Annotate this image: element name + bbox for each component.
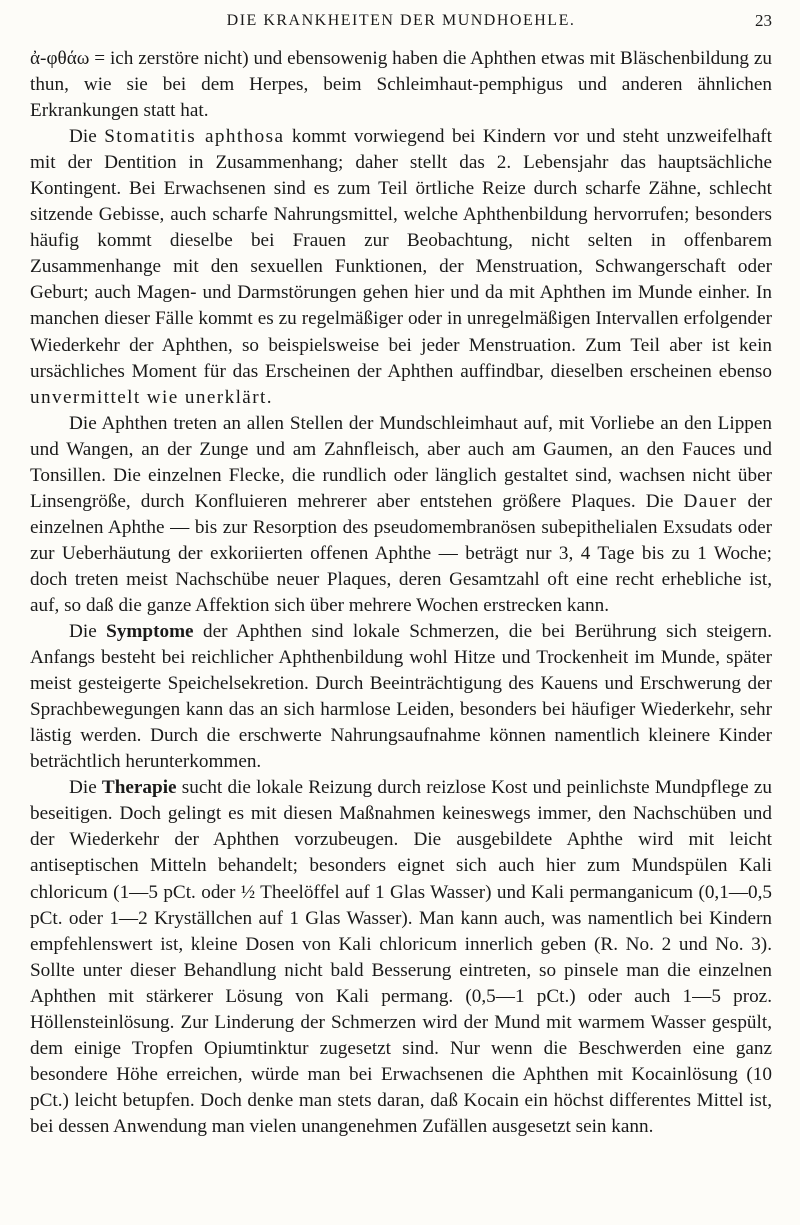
running-header — [30, 6, 772, 36]
text-run: Die — [69, 621, 107, 643]
text-run: Die Aphthen treten an allen Stellen der Mundschleimhaut auf, mit Vorliebe an den Lippen und Wangen, an der Zunge und am Zahnfleisch, aber auch am Gaumen, an den Fauces und Tonsillen. Die einzelnen Flecke, die rundlich oder länglich gestaltet sind, wachsen nicht über Linsengröße, durch Konfluieren mehrerer aber entstehen größere Plaques. Die — [30, 412, 772, 512]
text-run: der Aphthen sind lokale Schmerzen, die bei Berührung sich steigern. Anfangs besteht bei reichlicher Aphthenbildung wohl Hitze und Trockenheit im Munde, später meist gesteigerte Speichelsekretion. Durch Beeinträchtigung des Kauens und Erschwerung der Sprachbewegungen kann das an sich harmlose Leiden, besonders bei häufiger Wiederkehr, sehr lästig werden. Durch die erschwerte Nahrungsaufnahme können namentlich kleinere Kinder beträchtlich herunterkommen. — [30, 621, 772, 773]
body-text — [30, 46, 772, 1140]
paragraph-p3 — [30, 411, 772, 619]
paragraph-p1 — [30, 46, 772, 124]
chapter-title: DIE KRANKHEITEN DER MUNDHOEHLE. — [226, 12, 576, 29]
text-run: Die — [69, 126, 105, 148]
text-run: kommt vorwiegend bei Kindern vor und steht unzweifelhaft mit der Dentition in Zusammenhang; daher stellt das 2. Lebensjahr das hauptsächliche Kontingent. Bei Erwachsenen sind es zum Teil örtliche Reize durch scharfe Zähne, schlecht sitzende Gebisse, auch scharfe Nahrungsmittel, welche Aphthenbildung hervorrufen; besonders häufig kommt dieselbe bei Frauen zur Beobachtung, nicht selten in offenbarem Zusammenhange mit den sexuellen Funktionen, der Menstruation, Schwangerschaft oder Geburt; auch Magen- und Darmstörungen gehen hier und da mit Aphthen im Munde einher. In manchen dieser Fälle kommt es zu regelmäßiger oder in unregelmäßigen Intervallen erfolgender Wiederkehr der Aphthen, so beispielsweise bei jeder Menstruation. Zum Teil aber ist kein ursächliches Moment für das Erscheinen der Aphthen auffindbar, dieselben erscheinen ebenso — [30, 126, 772, 382]
emphasis-bold: Symptome — [106, 621, 194, 643]
text-run: Die — [69, 777, 102, 799]
emphasis-spaced: Stomatitis aphthosa — [104, 126, 285, 148]
text-run: ἀ-φθάω = ich zerstöre nicht) und ebensowenig haben die Aphthen etwas mit Bläschenbildung zu thun, wie sie bei dem Herpes, beim Schleimhaut-pemphigus und anderen ähnlichen Erkrankungen statt hat. — [30, 48, 772, 122]
emphasis-spaced: unvermittelt wie unerklärt. — [30, 386, 273, 408]
emphasis-bold: Therapie — [101, 777, 177, 799]
page-number: 23 — [755, 11, 772, 30]
paragraph-p5 — [30, 775, 772, 1140]
text-run: sucht die lokale Reizung durch reizlose Kost und peinlichste Mundpflege zu beseitigen. Doch gelingt es mit diesen Maßnahmen keineswegs immer, den Nachschüben und der Wiederkehr der Aphthen vorzubeugen. Die ausgebildete Aphthe wird mit leicht antiseptischen Mitteln behandelt; besonders eignet sich auch hier zum Mundspülen Kali chloricum (1—5 pCt. oder ½ Theelöffel auf 1 Glas Wasser) und Kali permanganicum (0,1—0,5 pCt. oder 1—2 Kryställchen auf 1 Glas Wasser). Man kann auch, was namentlich bei Kindern empfehlenswert ist, kleine Dosen von Kali chloricum innerlich geben (R. No. 2 und No. 3). Sollte unter dieser Behandlung nicht bald Besserung eintreten, so pinsele man die einzelnen Aphthen mit stärkerer Lösung von Kali permang. (0,5—1 pCt.) oder auch 1—5 proz. Höllensteinlösung. Zur Linderung der Schmerzen wird der Mund mit warmem Wasser gespült, dem einige Tropfen Opiumtinktur zugesetzt sind. Nur wenn die Beschwerden eine ganz besondere Höhe erreichen, würde man bei Erwachsenen die Aphthen mit Kocainlösung (10 pCt.) leicht betupfen. Doch denke man stets daran, daß Kocain ein höchst differentes Mittel ist, bei dessen Anwendung man vielen unangenehmen Zufällen ausgesetzt sein kann. — [30, 777, 772, 1137]
paragraph-p4 — [30, 619, 772, 775]
emphasis-spaced: Dauer — [683, 490, 738, 512]
text-run: der einzelnen Aphthe — bis zur Resorption des pseudomembranösen subepithelialen Exsudats oder zur Ueberhäutung der exkoriierten offenen Aphthe — beträgt nur 3, 4 Tage bis zu 1 Woche; doch treten meist Nachschübe neuer Plaques, deren Gesamtzahl oft eine recht erhebliche ist, auf, so daß die ganze Affektion sich über mehrere Wochen erstrecken kann. — [30, 490, 773, 616]
paragraph-p2 — [30, 124, 772, 411]
